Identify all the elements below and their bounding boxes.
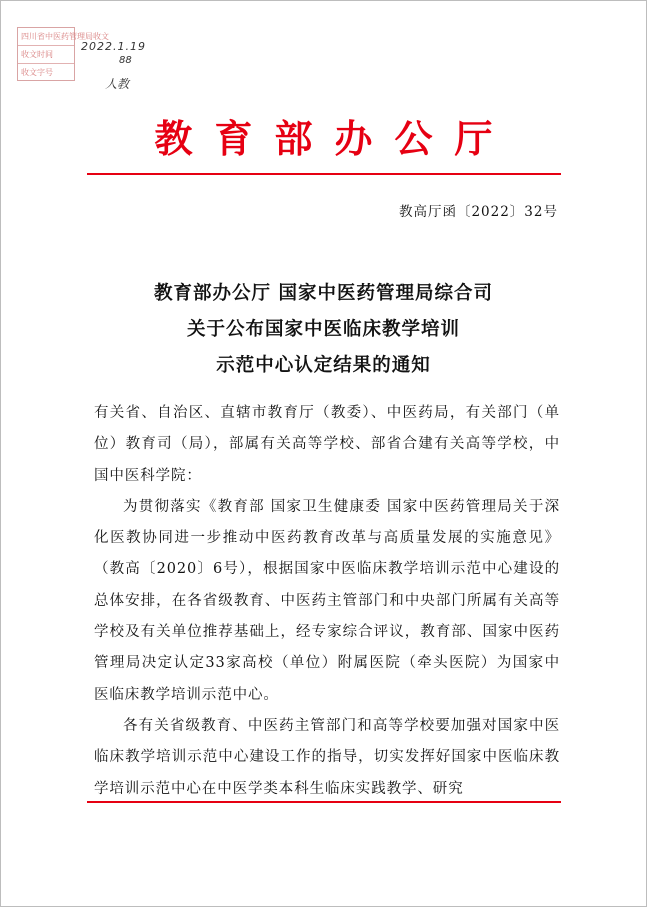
notice-title-line-2: 关于公布国家中医临床教学培训 bbox=[186, 319, 460, 340]
body-paragraph-1: 为贯彻落实《教育部 国家卫生健康委 国家中医药管理局关于深化医教协同进一步推动中医药教育改革与高质量发展的实施意见》（教高〔2020〕6号），根据国家中医临床教学培训示范中心建设的总体安排，在各省级教育、中医药主管部门和中央部门所属有关高等学校及有关单位推荐基础上，经专家综合评议，教育部、国家中医药管理局决定认定33家高校（单位）附属医院（牵头医院）为国家中医临床教学培训示范中心。 bbox=[94, 498, 560, 703]
addressee-paragraph: 有关省、自治区、直辖市教育厅（教委）、中医药局，有关部门（单位）教育司（局），部属有关高等学校、部省合建有关高等学校，中国中医科学院： bbox=[94, 405, 560, 484]
red-divider-top bbox=[87, 173, 561, 175]
body-paragraph-2: 各有关省级教育、中医药主管部门和高等学校要加强对国家中医临床教学培训示范中心建设工作的指导，切实发挥好国家中医临床教学培训示范中心在中医学类本科生临床实践教学、研究 bbox=[94, 717, 560, 797]
receipt-stamp bbox=[17, 27, 109, 81]
notice-title-line-3: 示范中心认定结果的通知 bbox=[216, 355, 431, 376]
handwritten-date: 2022.1.19 bbox=[81, 40, 146, 53]
stamp-row-unit: 四川省中医药管理局收文 bbox=[18, 28, 74, 46]
handwritten-name: 人教 bbox=[105, 77, 130, 91]
notice-title-line-1: 教育部办公厅 国家中医药管理局综合司 bbox=[154, 283, 493, 304]
stamp-row-date: 收文时间 bbox=[18, 46, 74, 64]
red-divider-bottom bbox=[87, 801, 561, 803]
notice-body bbox=[94, 398, 560, 805]
masthead-title: 教育部办公厅 bbox=[154, 116, 515, 161]
handwritten-number: 88 bbox=[119, 55, 132, 66]
stamp-row-number: 收文字号 bbox=[21, 68, 53, 77]
document-number: 教高厅函〔2022〕32号 bbox=[398, 204, 558, 220]
